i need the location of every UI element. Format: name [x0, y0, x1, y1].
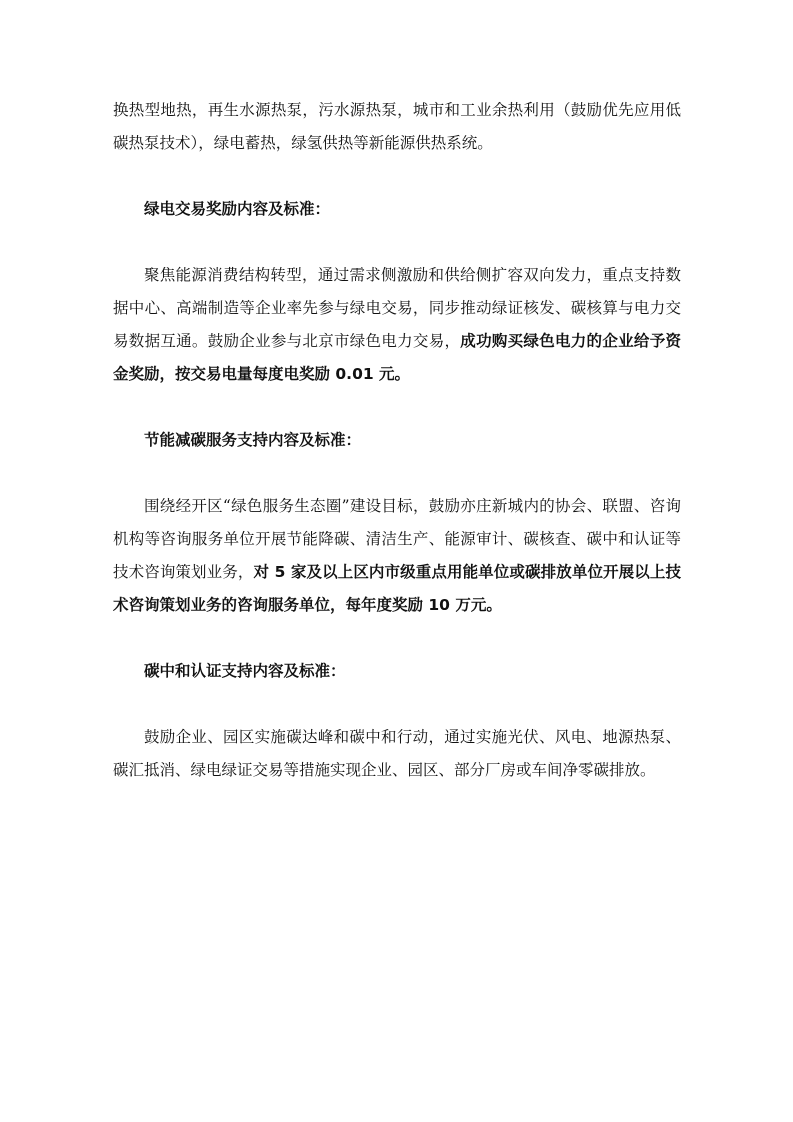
energy-saving-heading: 节能减碳服务支持内容及标准： — [144, 431, 362, 449]
green-power-text: 聚焦能源消费结构转型，通过需求侧激励和供给侧扩容双向发力，重点支持数据中心、高端制造等企业率先参与绿电交易，同步推动绿证核发、碳核算与电力交易数据互通。鼓励企业参与北京市绿色电力交易， — [113, 266, 681, 350]
paragraph-gap — [113, 226, 681, 259]
paragraph-gap — [113, 391, 681, 424]
paragraph-gap — [113, 160, 681, 193]
carbon-neutral-heading: 碳中和认证支持内容及标准： — [144, 662, 346, 680]
energy-saving-paragraph — [113, 490, 681, 622]
paragraph-gap — [113, 457, 681, 490]
energy-saving-text: 围绕经开区“绿色服务生态圈”建设目标，鼓励亦庄新城内的协会、联盟、咨询机构等咨询服务单位开展节能降碳、清洁生产、能源审计、碳核查、碳中和认证等技术咨询策划业务， — [113, 497, 681, 581]
intro-continuation-paragraph: 换热型地热，再生水源热泵，污水源热泵，城市和工业余热利用（鼓励优先应用低碳热泵技术），绿电蓄热，绿氢供热等新能源供热系统。 — [113, 101, 681, 152]
carbon-neutral-paragraph: 鼓励企业、园区实施碳达峰和碳中和行动，通过实施光伏、风电、地源热泵、碳汇抵消、绿电绿证交易等措施实现企业、园区、部分厂房或车间净零碳排放。 — [113, 728, 681, 779]
paragraph-gap — [113, 622, 681, 655]
green-power-paragraph — [113, 259, 681, 391]
green-power-heading: 绿电交易奖励内容及标准： — [144, 200, 331, 218]
paragraph-gap — [113, 688, 681, 721]
energy-saving-bold-text: 对 5 家及以上区内市级重点用能单位或碳排放单位开展以上技术咨询策划业务的咨询服务单位，每年度奖励 10 万元。 — [113, 563, 681, 614]
green-power-bold-text: 成功购买绿色电力的企业给予资金奖励，按交易电量每度电奖励 0.01 元。 — [113, 332, 681, 383]
